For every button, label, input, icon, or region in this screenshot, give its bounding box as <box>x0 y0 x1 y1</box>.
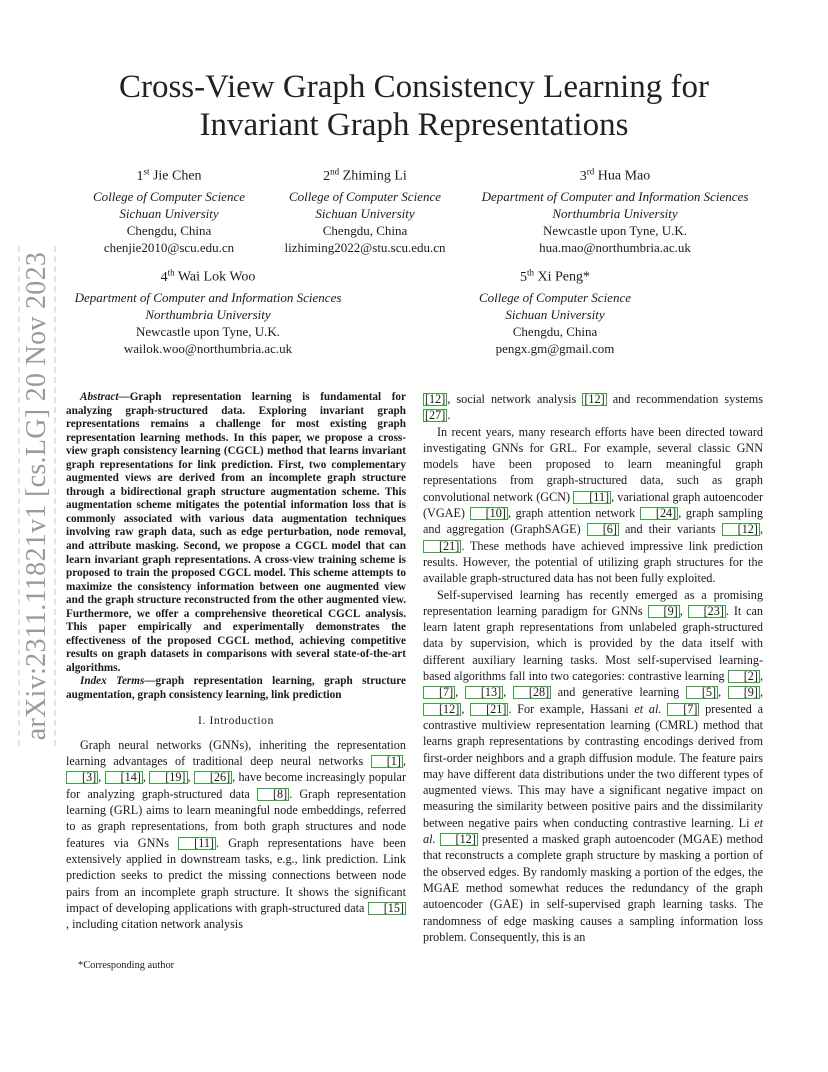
section-heading-introduction: I. Introduction <box>198 713 274 727</box>
index-terms-label: Index Terms <box>80 675 145 688</box>
body-text: presented a masked graph autoencoder (MGAE) method that reconstructs a complete graph structure by masking a portion of the observed edges. By randomly masking a portion of the edges, the MGAE method somewhat reduces the redundancy of the graph autoencoder (GAE) in self-supervised graph learning tasks. The randomness of edge masking causes a sampling information loss problem. Consequently, this is an <box>423 832 763 944</box>
author-location: Newcastle upon Tyne, U.K. <box>136 323 280 339</box>
citation-link[interactable]: [9] <box>728 686 760 699</box>
author-affiliation: College of Computer Science <box>289 188 441 204</box>
body-text: , <box>759 522 763 537</box>
body-text: , <box>402 754 406 769</box>
body-text: and generative learning <box>551 685 686 700</box>
author-3 <box>465 163 765 256</box>
author-organization: Sichuan University <box>315 205 415 221</box>
author-name: 4th Wai Lok Woo <box>160 267 256 285</box>
citation-link[interactable]: [6] <box>587 523 619 536</box>
author-4 <box>58 264 358 357</box>
author-2 <box>270 163 460 256</box>
body-text: . For example, Hassani <box>508 701 635 716</box>
body-text: , <box>142 770 150 785</box>
left-column <box>66 391 406 932</box>
citation-link[interactable]: [2] <box>728 670 760 683</box>
citation-link[interactable]: [13] <box>465 686 503 699</box>
citation-link[interactable]: [21] <box>470 703 508 716</box>
citation-link[interactable]: [26] <box>194 771 232 784</box>
citation-link[interactable]: [7] <box>667 703 699 716</box>
body-text: . These methods have achieved impressive link prediction results. However, the potential of utilizing graph structures for the available graph-structured data has not been fully exploited. <box>423 538 763 586</box>
intro-paragraph-continued <box>423 391 763 424</box>
et-al-text: et al. <box>634 701 662 716</box>
author-5 <box>455 264 655 357</box>
citation-link[interactable]: [12] <box>584 392 605 406</box>
citation-link[interactable]: [12] <box>423 703 461 716</box>
index-terms <box>66 675 406 702</box>
author-email[interactable]: hua.mao@northumbria.ac.uk <box>539 239 691 255</box>
citation-link[interactable]: [5] <box>686 686 718 699</box>
body-text: , <box>759 669 763 684</box>
citation-link[interactable]: [11] <box>178 837 216 850</box>
body-text: , <box>503 685 513 700</box>
body-text: , <box>187 770 194 785</box>
citation-link[interactable]: [1] <box>371 755 403 768</box>
body-text: , <box>759 685 764 700</box>
body-text: presented a contrastive multiview representation learning (CMRL) method that learns graph representations by contrasting encodings derived from first-order neighbors and a graph diffusion module. The feature pairs may have different data distributions under the two different types of augmented views. This may have a significant negative impact on measuring the similarity between positive pairs and the dissimilarity between negative pairs when conducting contrastive learning. Li <box>423 701 764 830</box>
author-affiliation: College of Computer Science <box>93 188 245 204</box>
body-text: , social network analysis <box>447 392 583 406</box>
body-text: In recent years, many research efforts have been directed toward investigating GNNs for GRL. For example, several classic GNN models have been proposed to learn meaningful graph representations from graph-structured data, such as graph convolutional network (GCN) <box>423 424 763 504</box>
body-text: , including citation network analysis <box>66 917 244 932</box>
author-location: Chengdu, China <box>512 323 598 339</box>
arxiv-stamp-text: arXiv:2311.11821v1 [cs.LG] 20 Nov 2023 <box>21 251 52 741</box>
citation-link[interactable]: [12] <box>722 523 760 536</box>
author-name: 3rd Hua Mao <box>579 166 651 184</box>
body-text: Self-supervised learning has recently emerged as a promising representation learning paradigm for GNNs <box>423 587 763 618</box>
citation-link[interactable]: [3] <box>66 771 98 784</box>
body-text: , variational graph autoencoder (VGAE) <box>423 489 763 521</box>
right-column <box>423 391 763 945</box>
author-organization: Northumbria University <box>552 205 678 221</box>
paper-title: Cross-View Graph Consistency Learning for Invariant Graph Representations <box>118 69 710 143</box>
body-text: , <box>98 770 105 785</box>
author-affiliation: Department of Computer and Information Sciences <box>481 188 749 204</box>
citation-link[interactable]: [12] <box>440 833 478 846</box>
citation-link[interactable]: [8] <box>257 788 289 801</box>
body-text: Graph neural networks (GNNs), inheriting the representation learning advantages of traditional deep neural networks <box>66 737 406 769</box>
author-affiliation: College of Computer Science <box>479 289 631 305</box>
author-location: Newcastle upon Tyne, U.K. <box>543 222 687 238</box>
citation-link[interactable]: [28] <box>513 686 551 699</box>
author-organization: Northumbria University <box>145 306 271 322</box>
intro-paragraph-gnn-models <box>423 424 763 587</box>
body-text: , have become increasingly popular for analyzing graph-structured data <box>66 770 406 801</box>
author-location: Chengdu, China <box>322 222 408 238</box>
author-organization: Sichuan University <box>119 205 219 221</box>
citation-link[interactable]: [9] <box>648 605 680 618</box>
author-email[interactable]: wailok.woo@northumbria.ac.uk <box>123 340 293 356</box>
citation-link[interactable]: [10] <box>470 507 508 520</box>
citation-link[interactable]: [27] <box>425 408 446 423</box>
author-email[interactable]: chenjie2010@scu.edu.cn <box>103 239 235 255</box>
footnote-corresponding-author: *Corresponding author <box>78 960 175 971</box>
author-name: 2nd Zhiming Li <box>323 166 407 184</box>
citation-link[interactable]: [11] <box>573 491 611 504</box>
body-text: . It can learn latent graph representations from unlabeled graph-structured data by supervision, which is provided by the data itself with different auxiliary learning tasks. Most self-supervised learning-based algorithms fall into two categories: contrastive learning <box>423 603 764 684</box>
abstract-label: Abstract <box>80 391 119 403</box>
intro-paragraph <box>66 737 406 933</box>
body-text: and recommendation systems <box>606 392 763 406</box>
body-text: , graph sampling and aggregation (GraphSAGE) <box>423 506 763 537</box>
arxiv-stamp <box>16 246 58 746</box>
author-organization: Sichuan University <box>505 306 605 322</box>
author-email[interactable]: pengx.gm@gmail.com <box>495 340 615 356</box>
author-name: 5th Xi Peng* <box>519 267 590 285</box>
citation-link[interactable]: [12] <box>425 392 446 406</box>
author-name: 1st Jie Chen <box>136 166 202 184</box>
intro-paragraph-self-supervised <box>423 587 763 946</box>
citation-link[interactable]: [14] <box>105 771 143 784</box>
abstract <box>66 391 406 675</box>
et-al-text: et al. <box>423 815 763 847</box>
body-text: . Graph representation learning (GRL) aims to learn meaningful node embeddings, referred to as graph representations, from both graph structures and node features via GNNs <box>66 786 406 850</box>
body-text: , <box>718 685 728 700</box>
citation-link[interactable]: [19] <box>149 771 187 784</box>
citation-link[interactable]: [24] <box>640 507 678 520</box>
author-affiliation: Department of Computer and Information Sciences <box>74 289 342 305</box>
body-text: , <box>679 603 688 618</box>
author-location: Chengdu, China <box>126 222 212 238</box>
body-text: . <box>447 408 451 423</box>
index-terms-text: —graph representation learning, graph structure augmentation, graph consistency learning, link prediction <box>66 675 406 702</box>
citation-link[interactable]: [15] <box>368 902 406 915</box>
citation-link[interactable]: [7] <box>423 686 455 699</box>
body-text: , <box>455 685 465 700</box>
body-text: , <box>461 701 471 716</box>
body-text: . Graph representations have been extensively applied in downstream tasks, e.g., link prediction. Link prediction seeks to predict the missing connections between node pairs from an incomplete graph structure. It shows the significant impact of developing applications with graph-structured data <box>66 835 406 915</box>
citation-link[interactable]: [21] <box>423 540 461 553</box>
author-1 <box>80 163 258 256</box>
body-text: and their variants <box>618 522 722 537</box>
author-email[interactable]: lizhiming2022@stu.scu.edu.cn <box>284 239 446 255</box>
citation-link[interactable]: [23] <box>688 605 726 618</box>
body-text: , graph attention network <box>507 506 640 521</box>
abstract-text: —Graph representation learning is fundamental for analyzing graph-structured data. Exploring invariant graph representations remains a challenge for most existing graph representation learning methods. In this paper, we propose a cross-view graph consistency learning (CGCL) method that learns invariant graph representations for link prediction. First, two complementary augmented views are derived from an incomplete graph structure through a bidirectional graph structure augmentation scheme. This augmentation scheme mitigates the potential information loss that is commonly associated with various data augmentation techniques involving raw graph data, such as edge perturbation, node removal, and attribute masking. Second, we propose a CGCL model that can learn invariant graph representations. A cross-view training scheme is proposed to train the proposed CGCL model. This scheme attempts to maximize the consistency information between one augmented view and the graph structure reconstructed from the other augmented view. Furthermore, we offer a comprehensive theoretical CGCL analysis. This paper empirically and experimentally demonstrates the effectiveness of the proposed CGCL method, achieving competitive results on graph datasets in comparisons with several state-of-the-art algorithms. <box>66 391 406 674</box>
